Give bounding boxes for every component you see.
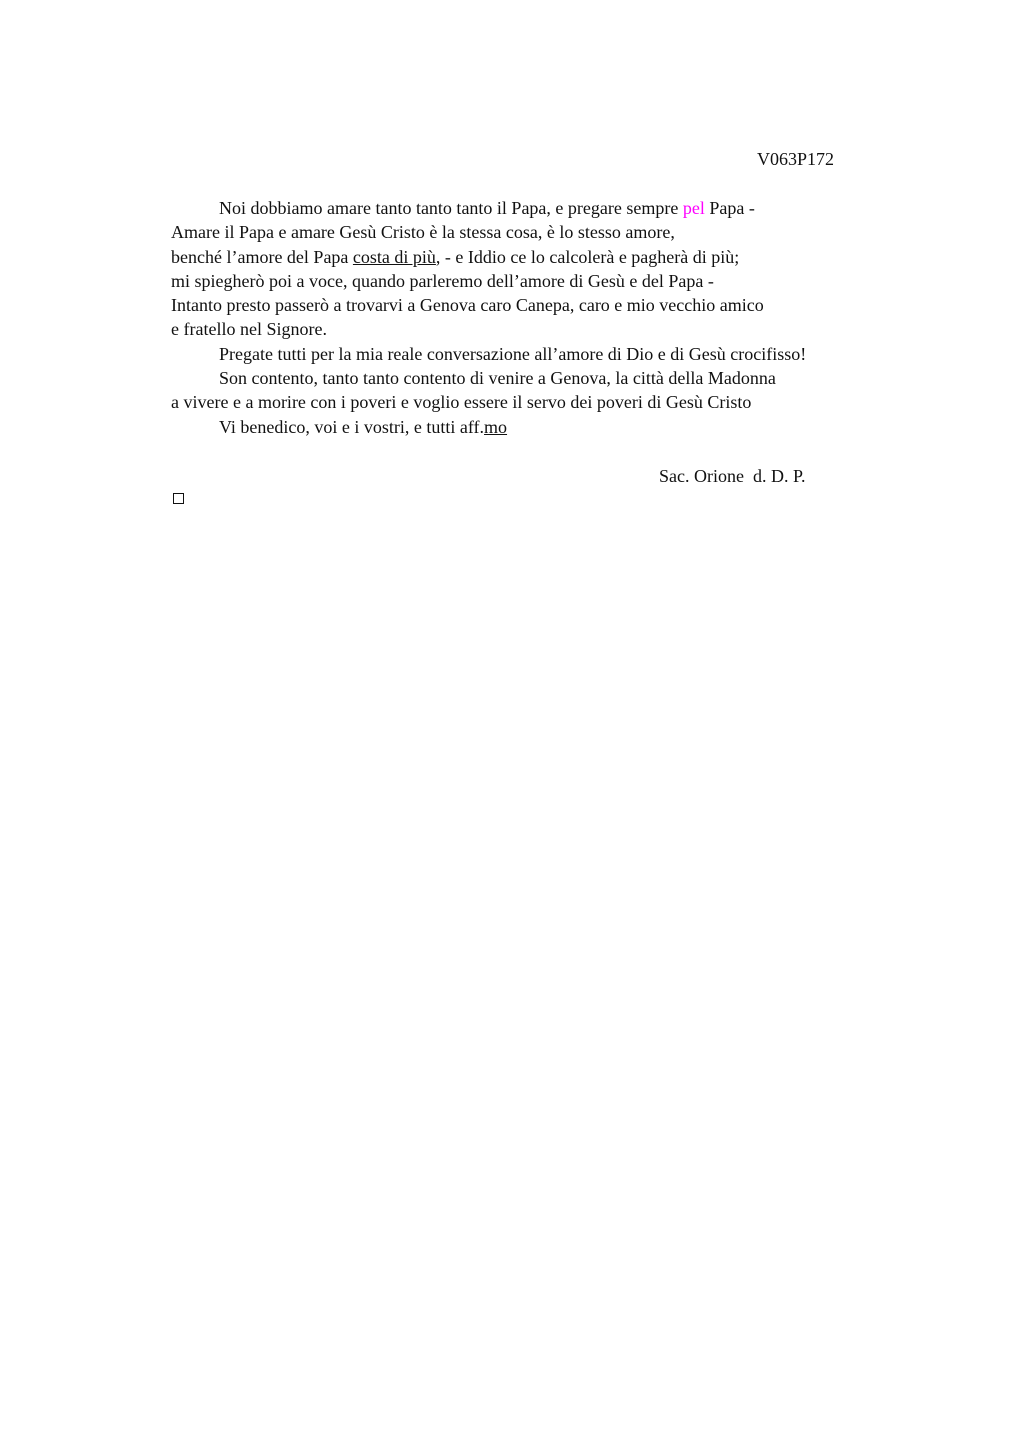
underlined-abbreviation: mo bbox=[484, 416, 508, 437]
letter-line-3 bbox=[171, 245, 931, 269]
text-segment: benché l’amore del Papa bbox=[171, 246, 353, 267]
letter-line-4: mi spiegherò poi a voce, quando parleremo dell’amore di Gesù e del Papa - bbox=[171, 270, 714, 291]
text-segment: , - e Iddio ce lo calcolerà e pagherà di più; bbox=[435, 246, 740, 267]
letter-line-10 bbox=[171, 415, 931, 439]
letter-line-7: Pregate tutti per la mia reale conversazione all’amore di Dio e di Gesù crocifisso! bbox=[219, 343, 807, 364]
text-segment: Vi benedico, voi e i vostri, e tutti aff. bbox=[219, 416, 485, 437]
underlined-phrase: costa di più bbox=[352, 246, 436, 267]
letter-body bbox=[171, 196, 931, 439]
letter-line-6: e fratello nel Signore. bbox=[171, 319, 327, 340]
text-segment: Noi dobbiamo amare tanto tanto tanto il Papa, e pregare sempre bbox=[219, 198, 683, 218]
signature: Sac. Orione d. D. P. bbox=[659, 466, 806, 486]
letter-line-1 bbox=[171, 196, 931, 220]
highlighted-word: pel bbox=[682, 198, 705, 218]
document-id: V063P172 bbox=[757, 149, 835, 169]
letter-line-9: a vivere e a morire con i poveri e voglio essere il servo dei poveri di Gesù Cristo bbox=[171, 392, 752, 413]
empty-checkbox-icon bbox=[173, 493, 184, 504]
text-segment: Papa - bbox=[704, 198, 755, 218]
letter-line-5: Intanto presto passerò a trovarvi a Genova caro Canepa, caro e mio vecchio amico bbox=[171, 295, 764, 316]
letter-line-8: Son contento, tanto tanto contento di venire a Genova, la città della Madonna bbox=[219, 368, 776, 389]
letter-line-2: Amare il Papa e amare Gesù Cristo è la stessa cosa, è lo stesso amore, bbox=[171, 222, 675, 243]
